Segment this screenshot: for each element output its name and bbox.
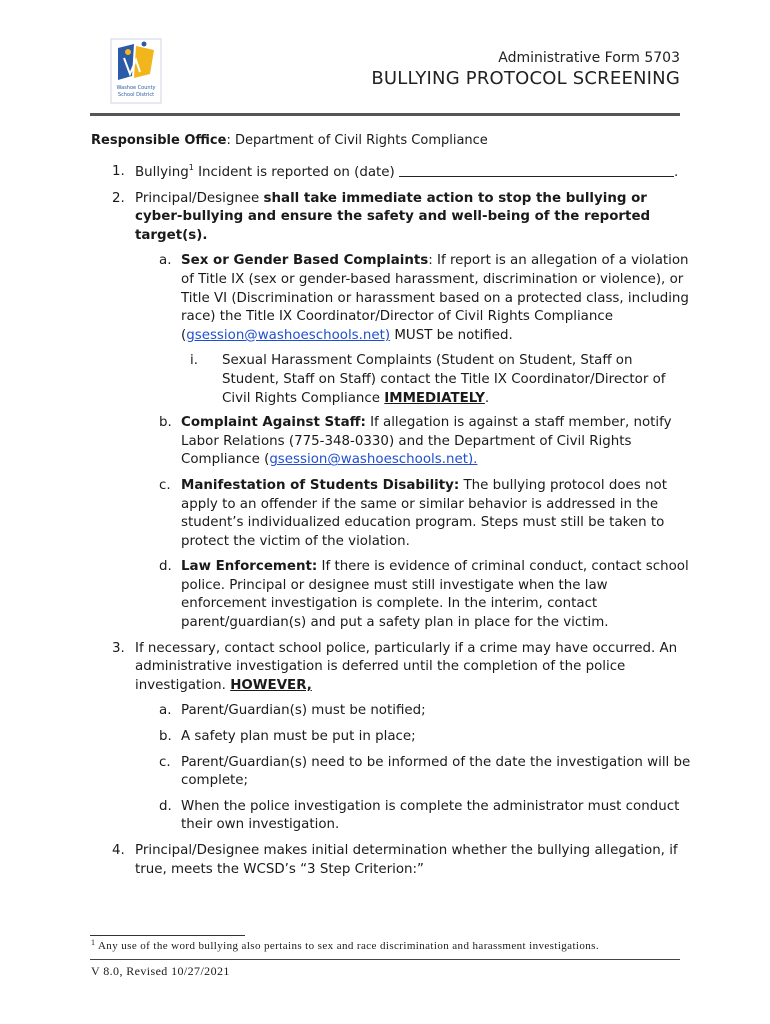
date-blank-field[interactable] (399, 163, 674, 177)
step-number: 1. (112, 164, 125, 179)
step-emphasis: shall take immediate action to stop the bullying or cyber-bullying and ensure the safety and well-being of the reported target(s). (135, 190, 651, 243)
svg-text:School District: School District (117, 92, 155, 98)
form-title: BULLYING PROTOCOL SCREENING (371, 68, 680, 89)
step-text: Principal/Designee makes initial determination whether the bullying allegation, if true, meets the WCSD’s “3 Step Criterion:” (135, 843, 678, 877)
footnote-ref: 1 (188, 163, 194, 172)
step-2a-i (91, 352, 691, 408)
sub-text: The bullying protocol does not apply to an offender if the same or similar behavior is addressed in the student’s individualized education program. Steps must still be taken to protect the victim of the violation. (181, 477, 667, 549)
sub-text: . (484, 390, 490, 406)
step-text: Principal/Designee (135, 190, 264, 206)
sub-letter: b. (159, 729, 172, 745)
step-3a (91, 702, 691, 721)
sub-letter: c. (159, 754, 171, 770)
protocol-steps (91, 163, 691, 886)
footer-divider (90, 959, 680, 960)
sub-letter: b. (159, 415, 172, 431)
sub-letter: a. (159, 253, 172, 269)
sub-text: : If report is an allegation of a violation of Title IX (sex or gender-based harassment, discrimination or violence), or Title VI (Discrimination or harassment based on a protected class, including race) the Title IX Coordinator/Director of Civil Rights Compliance ( (181, 253, 689, 343)
form-number: Administrative Form 5703 (498, 50, 680, 66)
step-2c (91, 477, 691, 551)
step-1 (91, 163, 691, 183)
sub-heading: Manifestation of Students Disability: (181, 477, 460, 493)
sub-heading: Complaint Against Staff: (181, 415, 366, 431)
step-emphasis: HOWEVER, (230, 677, 312, 693)
step-3 (91, 640, 691, 696)
sub-text: Parent/Guardian(s) must be notified; (181, 703, 426, 719)
sub-text: MUST be notified. (390, 327, 513, 343)
svg-text:Washoe County: Washoe County (116, 85, 156, 91)
sub-letter: a. (159, 703, 172, 719)
step-4 (91, 842, 691, 879)
footnote-divider (90, 935, 245, 936)
sub-heading: Sex or Gender Based Complaints (181, 253, 429, 269)
step-3b (91, 728, 691, 747)
roman-numeral: i. (190, 353, 198, 369)
school-district-logo (110, 38, 162, 104)
email-link[interactable]: gsession@washoeschools.net) (186, 327, 391, 343)
sub-text: If allegation is against a staff member, notify Labor Relations (775-348-0330) and the Department of Civil Rights Compliance ( (181, 415, 672, 468)
sub-text: When the police investigation is complete the administrator must conduct their own investigation. (181, 798, 680, 833)
sub-text: Sexual Harassment Complaints (Student on Student, Staff on Student, Staff on Staff) contact the Title IX Coordinator/Director of Civil Rights Compliance (222, 353, 666, 406)
responsible-office (91, 133, 488, 148)
sub-text: Parent/Guardian(s) need to be informed of the date the investigation will be complete; (181, 754, 691, 789)
responsible-office-value: : Department of Civil Rights Compliance (226, 133, 488, 148)
sub-heading: Law Enforcement: (181, 559, 318, 575)
sub-text: If there is evidence of criminal conduct, contact school police. Principal or designee must still investigate when the law enforcement investigation is complete. In the interim, contact parent/guardian(s) and put a safety plan in place for the victim. (181, 559, 689, 631)
step-3d (91, 798, 691, 835)
step-text: Incident is reported on (date) (193, 165, 400, 180)
step-text: If necessary, contact school police, particularly if a crime may have occurred. An administrative investigation is deferred until the completion of the police investigation. (135, 640, 678, 693)
email-link[interactable]: gsession@washoeschools.net). (269, 452, 478, 468)
footnote-mark: 1 (91, 938, 96, 947)
sub-text: A safety plan must be put in place; (181, 729, 416, 745)
footnote (91, 940, 599, 952)
step-number: 2. (112, 190, 125, 206)
sub-letter: d. (159, 798, 172, 814)
step-text: Bullying (135, 165, 189, 180)
responsible-office-label: Responsible Office (91, 133, 227, 148)
step-number: 3. (112, 640, 125, 656)
step-2b (91, 414, 691, 470)
footnote-text: Any use of the word bullying also pertains to sex and race discrimination and harassment investigations. (95, 940, 600, 952)
step-number: 4. (112, 843, 125, 858)
header-divider (90, 113, 680, 116)
step-3c (91, 754, 691, 791)
step-text: . (674, 165, 679, 180)
step-2a (91, 252, 691, 345)
sub-letter: c. (159, 477, 171, 493)
sub-emphasis: IMMEDIATELY (384, 390, 485, 406)
step-2d (91, 558, 691, 632)
sub-letter: d. (159, 559, 172, 575)
version-info: V 8.0, Revised 10/27/2021 (91, 964, 230, 978)
step-2 (91, 190, 691, 246)
